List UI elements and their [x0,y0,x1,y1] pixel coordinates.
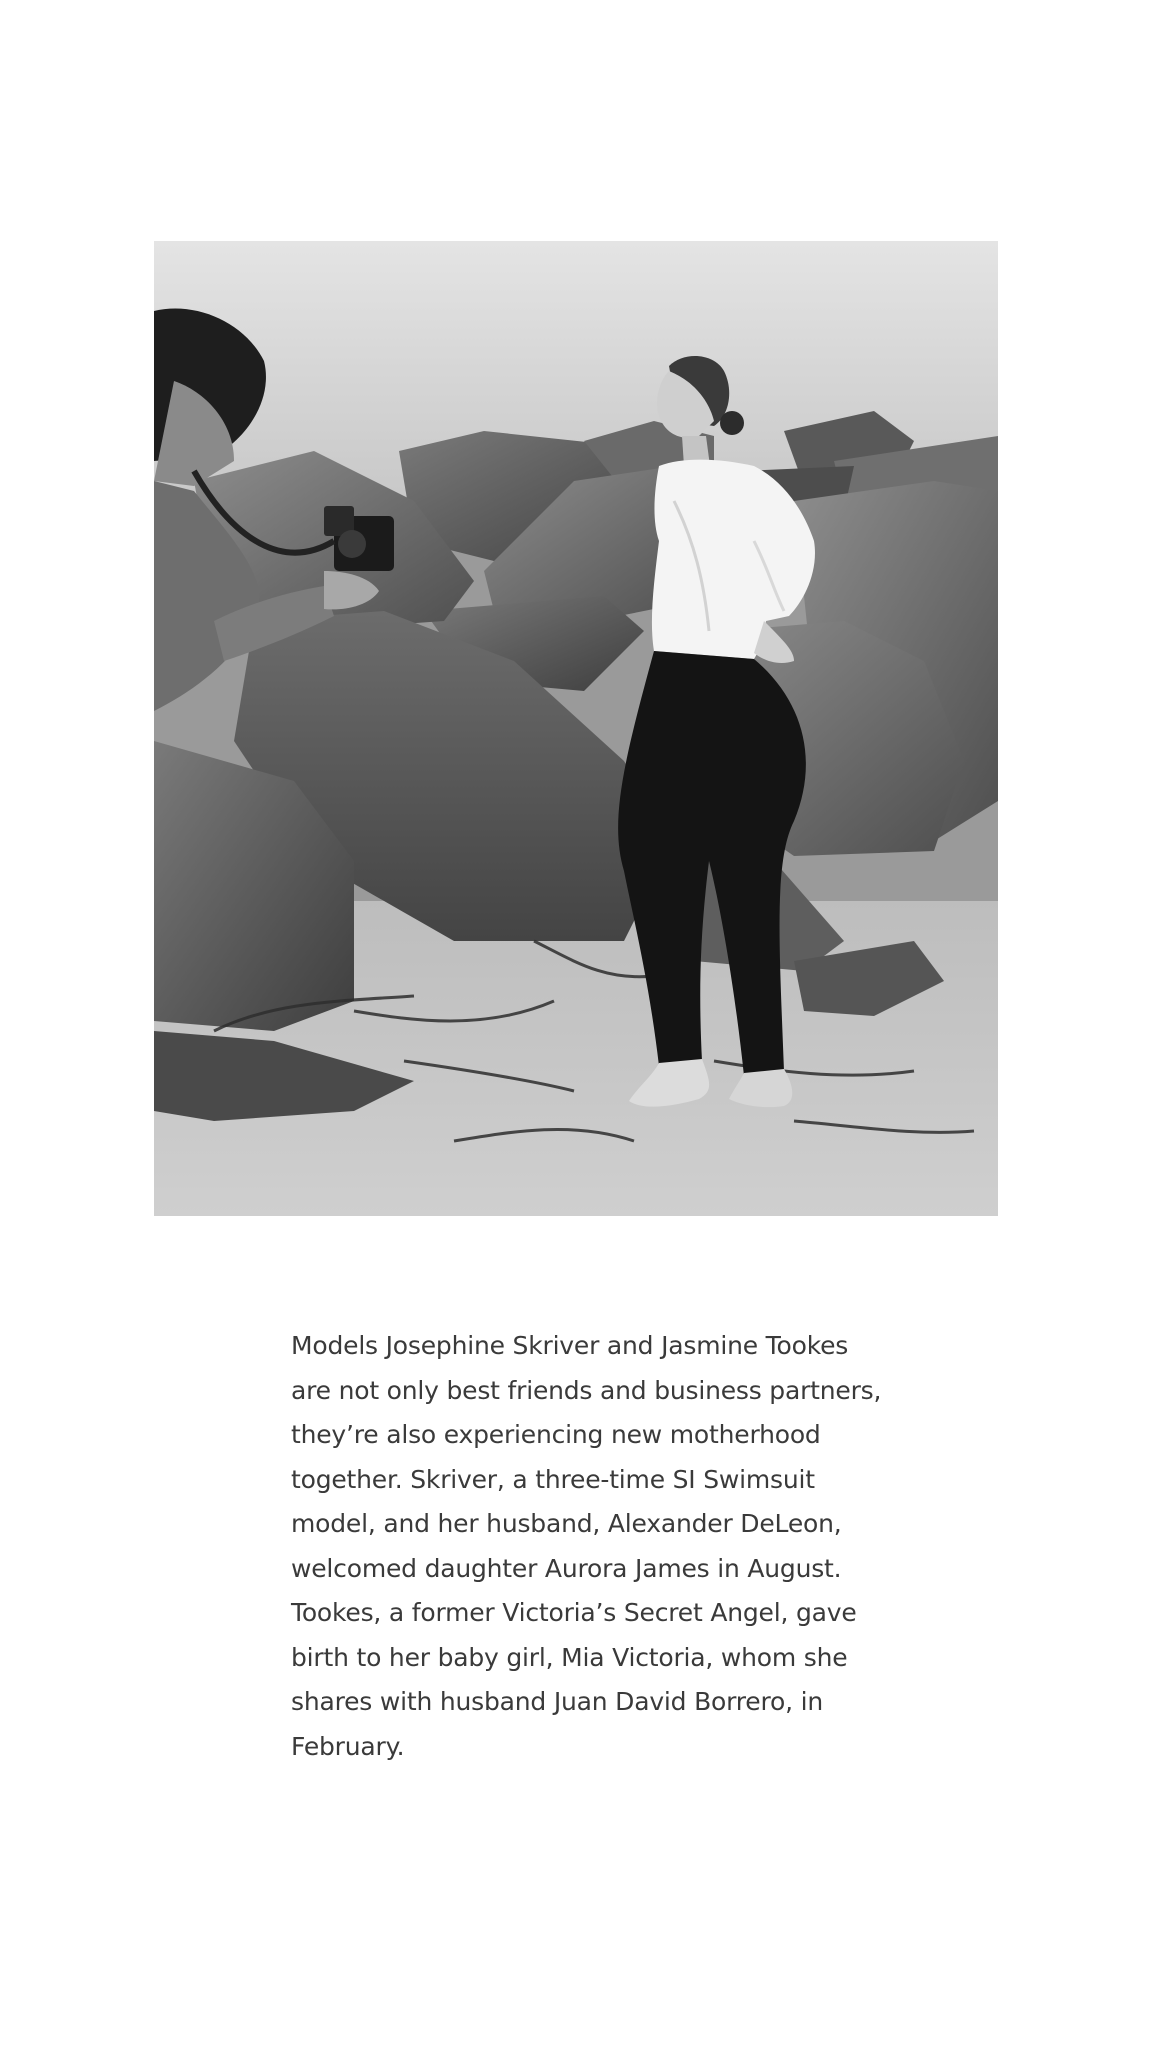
article-photo [154,241,998,1216]
article-body-paragraph: Models Josephine Skriver and Jasmine Tookes are not only best friends and business partners, they’re also experiencing new motherhood together. Skriver, a three-time SI Swimsuit model, and her husband, Alexander DeLeon, welcomed daughter Aurora James in August. Tookes, a former Victoria’s Secret Angel, gave birth to her baby girl, Mia Victoria, whom she shares with husband Juan David Borrero, in February. [291,1331,882,1761]
photo-illustration [154,241,998,1216]
